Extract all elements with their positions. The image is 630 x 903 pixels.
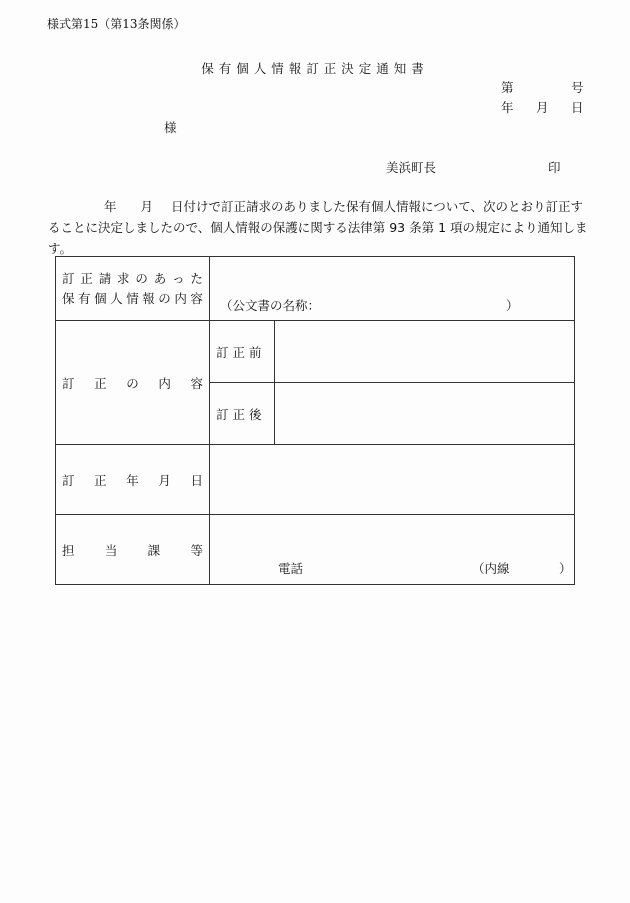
doc-name-label: （公文書の名称： [220,298,321,313]
label-char: の [158,290,171,306]
label-char: 容 [190,290,203,306]
table-row-department [56,515,575,585]
extension-close: ） [559,561,572,576]
label-correction-date-text [56,471,209,489]
table-row-correction-date [56,445,575,515]
label-char: 正 [94,375,107,391]
doc-number-suffix: 号 [571,80,584,95]
label-requested-info-line1 [62,269,203,289]
label-char: 内 [158,375,171,391]
label-department-text [56,541,209,559]
date-month: 月 [536,100,549,115]
document-title: 保有個人情報訂正決定通知書 [201,61,429,76]
body-month: 月 [140,199,154,214]
phone-label: 電話 [278,561,304,576]
label-char: 年 [126,472,139,488]
label-char: っ [172,270,185,286]
label-char: 日 [190,472,203,488]
label-requested-info-line2 [62,289,203,309]
table-row-requested-info [56,257,575,321]
label-char: 課 [147,542,161,558]
before-value [275,321,575,383]
label-char: 当 [104,542,118,558]
label-char: の [126,375,139,391]
label-char: 担 [62,542,75,558]
doc-name-close: ） [506,298,519,313]
issuer-name: 美浜町長 [386,160,437,175]
label-char: 訂 [62,472,75,488]
issuer-seal: 印 [548,160,561,175]
label-char: の [135,270,148,286]
label-char: 情 [126,290,139,306]
after-value [275,383,575,445]
label-char: あ [153,270,167,286]
form-number: 様式第15（第13条関係） [47,17,186,31]
label-before: 訂正前 [210,321,275,383]
body-text: 日付けで訂正請求のありました保有個人情報について、次のとおり訂正することに決定しましたので、個人情報の保護に関する法律第 93 条第 1 項の規定により通知します。 [48,199,588,256]
date-year: 年 [501,100,514,115]
label-char: 訂 [62,375,75,391]
notice-body [48,196,588,259]
correction-table [55,256,575,585]
label-requested-info [56,257,210,321]
label-char: 正 [94,472,107,488]
label-char: 内 [174,290,187,306]
doc-number-prefix: 第 [501,80,514,95]
label-char: 請 [98,270,112,286]
label-char: 人 [110,290,123,306]
label-correction-content [56,321,210,445]
label-char: 訂 [62,270,75,286]
label-correction-content-text [56,374,209,392]
requested-info-value [210,257,575,321]
table-row-correction-before [56,321,575,383]
label-department [56,515,210,585]
addressee-suffix: 様 [164,120,177,135]
label-char: 求 [117,270,130,286]
label-correction-date [56,445,210,515]
label-char: 有 [78,290,91,306]
label-char: 等 [190,542,203,558]
extension-open: （内線 [472,561,510,576]
label-after: 訂正後 [210,383,275,445]
body-year: 年 [104,199,117,214]
date-day: 日 [571,100,584,115]
label-char: 月 [158,472,171,488]
label-char: 報 [142,290,155,306]
correction-date-value [210,445,575,515]
label-char: 正 [80,270,93,286]
label-char: た [190,270,203,286]
label-char: 個 [94,290,107,306]
label-char: 容 [190,375,203,391]
department-value [210,515,575,585]
label-char: 保 [62,290,75,306]
